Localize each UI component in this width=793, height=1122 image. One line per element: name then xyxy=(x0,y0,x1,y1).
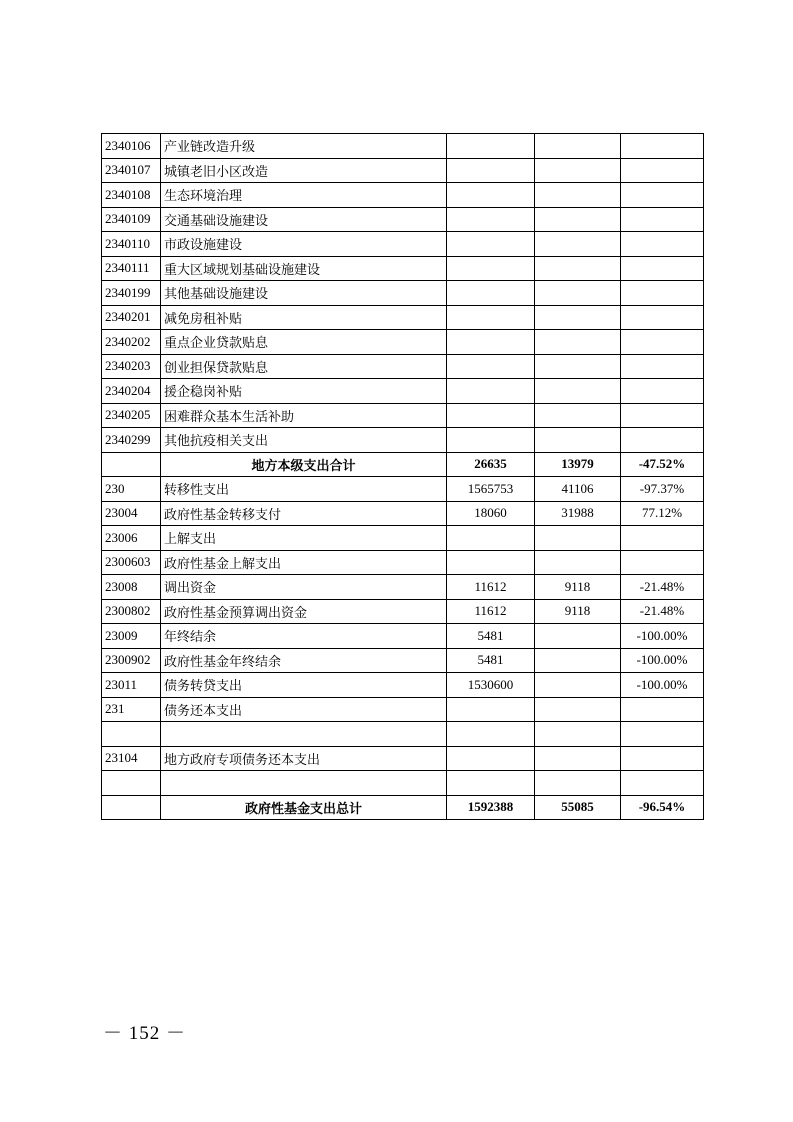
row-code: 230 xyxy=(102,477,161,502)
row-name xyxy=(161,771,447,796)
row-name: 产业链改造升级 xyxy=(161,134,447,159)
row-value-3 xyxy=(621,746,704,771)
table-row xyxy=(102,746,704,771)
row-name: 政府性基金预算调出资金 xyxy=(161,599,447,624)
row-value-2 xyxy=(535,648,621,673)
row-value-1 xyxy=(447,771,535,796)
row-code: 2340106 xyxy=(102,134,161,159)
row-name: 政府性基金年终结余 xyxy=(161,648,447,673)
row-name: 生态环境治理 xyxy=(161,183,447,208)
table-row xyxy=(102,281,704,306)
row-name: 其他抗疫相关支出 xyxy=(161,428,447,453)
row-value-2 xyxy=(535,673,621,698)
row-code: 23004 xyxy=(102,501,161,526)
row-code: 2340111 xyxy=(102,256,161,281)
row-value-2 xyxy=(535,354,621,379)
row-value-1 xyxy=(447,256,535,281)
row-code: 2300603 xyxy=(102,550,161,575)
row-value-1: 26635 xyxy=(447,452,535,477)
row-value-3 xyxy=(621,354,704,379)
row-name: 创业担保贷款贴息 xyxy=(161,354,447,379)
row-code: 231 xyxy=(102,697,161,722)
row-value-3: 77.12% xyxy=(621,501,704,526)
row-value-1 xyxy=(447,232,535,257)
table-row xyxy=(102,379,704,404)
row-value-1 xyxy=(447,550,535,575)
row-code: 2300902 xyxy=(102,648,161,673)
row-code: 2340203 xyxy=(102,354,161,379)
row-name: 债务还本支出 xyxy=(161,697,447,722)
row-value-3: -47.52% xyxy=(621,452,704,477)
row-value-3 xyxy=(621,550,704,575)
row-value-1 xyxy=(447,183,535,208)
row-code: 2340199 xyxy=(102,281,161,306)
row-value-1: 18060 xyxy=(447,501,535,526)
table-row xyxy=(102,550,704,575)
row-value-1 xyxy=(447,158,535,183)
row-code: 2340109 xyxy=(102,207,161,232)
row-value-3 xyxy=(621,526,704,551)
table-row xyxy=(102,183,704,208)
row-value-2 xyxy=(535,722,621,747)
row-code: 23009 xyxy=(102,624,161,649)
table-row xyxy=(102,403,704,428)
row-value-3 xyxy=(621,134,704,159)
row-value-1 xyxy=(447,722,535,747)
row-value-2 xyxy=(535,624,621,649)
row-value-2 xyxy=(535,232,621,257)
row-name: 重大区域规划基础设施建设 xyxy=(161,256,447,281)
table-row xyxy=(102,771,704,796)
table-row xyxy=(102,232,704,257)
row-name: 重点企业贷款贴息 xyxy=(161,330,447,355)
row-value-1 xyxy=(447,379,535,404)
table-row xyxy=(102,207,704,232)
row-value-1 xyxy=(447,746,535,771)
row-value-2 xyxy=(535,330,621,355)
row-value-2: 55085 xyxy=(535,795,621,820)
row-value-3 xyxy=(621,379,704,404)
row-name: 援企稳岗补贴 xyxy=(161,379,447,404)
row-value-1 xyxy=(447,305,535,330)
row-value-1 xyxy=(447,354,535,379)
row-value-2 xyxy=(535,207,621,232)
table-row xyxy=(102,599,704,624)
row-value-3 xyxy=(621,183,704,208)
row-code: 23011 xyxy=(102,673,161,698)
row-code: 23008 xyxy=(102,575,161,600)
row-value-2 xyxy=(535,550,621,575)
row-name: 年终结余 xyxy=(161,624,447,649)
row-name: 市政设施建设 xyxy=(161,232,447,257)
table-row xyxy=(102,624,704,649)
row-value-1 xyxy=(447,697,535,722)
table-row xyxy=(102,134,704,159)
expenditure-table xyxy=(101,133,704,820)
table-row xyxy=(102,330,704,355)
table-row xyxy=(102,354,704,379)
row-value-3 xyxy=(621,207,704,232)
row-code xyxy=(102,795,161,820)
table-row xyxy=(102,428,704,453)
row-name: 政府性基金转移支付 xyxy=(161,501,447,526)
row-value-2 xyxy=(535,403,621,428)
row-name: 政府性基金上解支出 xyxy=(161,550,447,575)
row-value-1: 1565753 xyxy=(447,477,535,502)
row-value-1: 5481 xyxy=(447,624,535,649)
row-value-1 xyxy=(447,403,535,428)
table-row xyxy=(102,648,704,673)
row-value-2 xyxy=(535,379,621,404)
row-value-1 xyxy=(447,134,535,159)
row-value-2 xyxy=(535,428,621,453)
total-row xyxy=(102,795,704,820)
row-code xyxy=(102,771,161,796)
row-value-2 xyxy=(535,746,621,771)
table-row xyxy=(102,477,704,502)
row-value-3 xyxy=(621,232,704,257)
row-code: 2340205 xyxy=(102,403,161,428)
row-value-3 xyxy=(621,403,704,428)
row-code: 2340107 xyxy=(102,158,161,183)
row-value-1 xyxy=(447,281,535,306)
row-value-3: -96.54% xyxy=(621,795,704,820)
row-value-2 xyxy=(535,256,621,281)
row-name: 地方本级支出合计 xyxy=(161,452,447,477)
row-value-1 xyxy=(447,526,535,551)
row-value-3: -21.48% xyxy=(621,575,704,600)
page-number: － 152 － xyxy=(103,1023,187,1044)
row-value-1: 11612 xyxy=(447,575,535,600)
row-value-3: -100.00% xyxy=(621,648,704,673)
row-value-1 xyxy=(447,428,535,453)
row-value-3 xyxy=(621,722,704,747)
row-value-1: 1530600 xyxy=(447,673,535,698)
table-row xyxy=(102,722,704,747)
row-code xyxy=(102,722,161,747)
row-value-2 xyxy=(535,771,621,796)
row-value-2: 13979 xyxy=(535,452,621,477)
row-value-2 xyxy=(535,305,621,330)
row-code: 2340202 xyxy=(102,330,161,355)
row-code: 2340201 xyxy=(102,305,161,330)
row-name: 政府性基金支出总计 xyxy=(161,795,447,820)
row-name: 债务转贷支出 xyxy=(161,673,447,698)
row-code: 2300802 xyxy=(102,599,161,624)
row-value-2 xyxy=(535,526,621,551)
row-name xyxy=(161,722,447,747)
row-code: 2340299 xyxy=(102,428,161,453)
row-value-3 xyxy=(621,697,704,722)
table-row xyxy=(102,526,704,551)
table-row xyxy=(102,256,704,281)
row-code: 2340110 xyxy=(102,232,161,257)
row-value-3 xyxy=(621,428,704,453)
row-value-3: -100.00% xyxy=(621,673,704,698)
row-value-1: 11612 xyxy=(447,599,535,624)
row-value-2 xyxy=(535,183,621,208)
table-row xyxy=(102,305,704,330)
table-row xyxy=(102,697,704,722)
row-value-1: 5481 xyxy=(447,648,535,673)
row-value-2: 9118 xyxy=(535,599,621,624)
row-value-3: -100.00% xyxy=(621,624,704,649)
row-value-2 xyxy=(535,281,621,306)
row-name: 地方政府专项债务还本支出 xyxy=(161,746,447,771)
row-value-1: 1592388 xyxy=(447,795,535,820)
row-name: 上解支出 xyxy=(161,526,447,551)
row-value-3 xyxy=(621,256,704,281)
row-value-2: 31988 xyxy=(535,501,621,526)
row-value-3 xyxy=(621,305,704,330)
subtotal-row xyxy=(102,452,704,477)
row-name: 减免房租补贴 xyxy=(161,305,447,330)
table-row xyxy=(102,673,704,698)
row-code: 23006 xyxy=(102,526,161,551)
row-code xyxy=(102,452,161,477)
row-value-3 xyxy=(621,281,704,306)
row-value-3 xyxy=(621,330,704,355)
row-name: 转移性支出 xyxy=(161,477,447,502)
row-code: 2340108 xyxy=(102,183,161,208)
table-row xyxy=(102,501,704,526)
row-value-2 xyxy=(535,134,621,159)
row-code: 2340204 xyxy=(102,379,161,404)
row-name: 其他基础设施建设 xyxy=(161,281,447,306)
row-value-3 xyxy=(621,771,704,796)
row-name: 调出资金 xyxy=(161,575,447,600)
row-value-1 xyxy=(447,330,535,355)
row-value-3: -21.48% xyxy=(621,599,704,624)
row-value-2: 9118 xyxy=(535,575,621,600)
row-value-3 xyxy=(621,158,704,183)
row-value-1 xyxy=(447,207,535,232)
row-value-2 xyxy=(535,697,621,722)
table-row xyxy=(102,158,704,183)
row-name: 困难群众基本生活补助 xyxy=(161,403,447,428)
row-name: 城镇老旧小区改造 xyxy=(161,158,447,183)
table-row xyxy=(102,575,704,600)
row-name: 交通基础设施建设 xyxy=(161,207,447,232)
row-value-2 xyxy=(535,158,621,183)
row-value-3: -97.37% xyxy=(621,477,704,502)
row-code: 23104 xyxy=(102,746,161,771)
row-value-2: 41106 xyxy=(535,477,621,502)
